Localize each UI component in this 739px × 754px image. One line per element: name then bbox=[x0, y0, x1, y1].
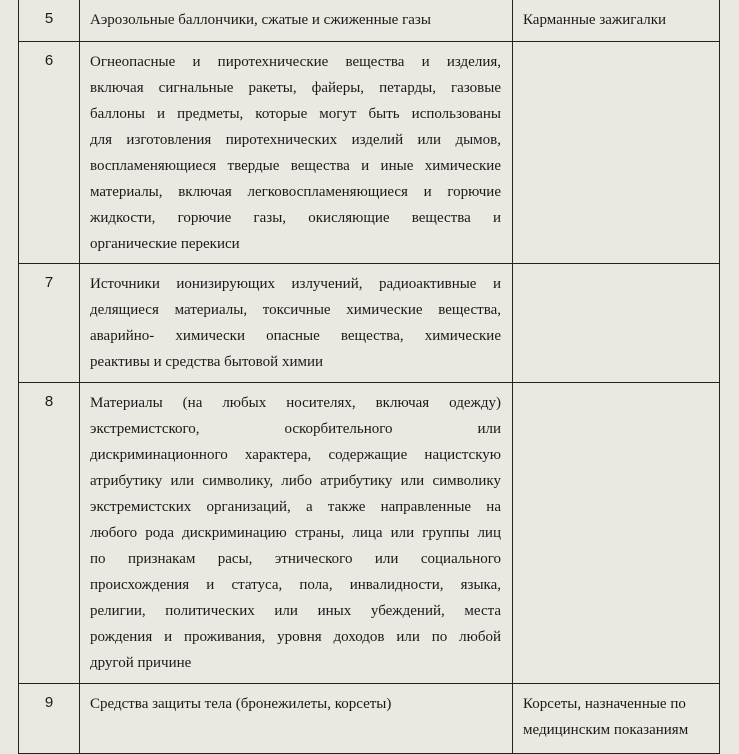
description-line: баллоны и предметы, которые могут быть использованы bbox=[90, 106, 501, 122]
description-line: Материалы (на любых носителях, включая одежду) bbox=[90, 395, 501, 411]
description-line: аварийно- химически опасные вещества, химические bbox=[90, 328, 501, 344]
description-line: другой причине bbox=[90, 655, 192, 671]
item-exception bbox=[513, 42, 720, 264]
description-line: Источники ионизирующих излучений, радиоактивные и bbox=[90, 276, 501, 292]
description-line: жидкости, горючие газы, окисляющие вещества и bbox=[90, 210, 501, 226]
item-description bbox=[80, 383, 513, 684]
description-line: воспламеняющиеся твердые вещества и иные химические bbox=[90, 158, 501, 174]
table-row bbox=[19, 42, 720, 264]
prohibited-items-table bbox=[18, 0, 720, 754]
description-line: дискриминационного характера, содержащие нацистскую bbox=[90, 447, 501, 463]
description-line: Средства защиты тела (бронежилеты, корсеты) bbox=[90, 696, 392, 712]
row-number: 5 bbox=[19, 0, 80, 42]
description-line: для изготовления пиротехнических изделий или дымов, bbox=[90, 132, 501, 148]
item-description bbox=[80, 42, 513, 264]
description-line: любого рода дискриминацию страны, лица или группы лиц bbox=[90, 525, 501, 541]
item-description bbox=[80, 0, 513, 42]
description-line: Огнеопасные и пиротехнические вещества и изделия, bbox=[90, 54, 501, 70]
item-exception: Карманные зажигалки bbox=[513, 0, 720, 42]
item-exception bbox=[513, 383, 720, 684]
description-line: атрибутику или символику, либо атрибутику или символику bbox=[90, 473, 501, 489]
description-line: органические перекиси bbox=[90, 236, 240, 252]
item-exception bbox=[513, 264, 720, 383]
description-line: рождения и проживания, уровня доходов или по любой bbox=[90, 629, 501, 645]
description-line: реактивы и средства бытовой химии bbox=[90, 354, 324, 370]
item-description bbox=[80, 684, 513, 754]
table-row bbox=[19, 383, 720, 684]
description-line: экстремистского, оскорбительного или bbox=[90, 421, 501, 437]
row-number: 6 bbox=[19, 42, 80, 264]
description-line: включая сигнальные ракеты, файеры, петарды, газовые bbox=[90, 80, 501, 96]
description-line: происхождения и статуса, пола, инвалидности, языка, bbox=[90, 577, 501, 593]
row-number: 7 bbox=[19, 264, 80, 383]
description-line: по признакам расы, этнического или социального bbox=[90, 551, 501, 567]
row-number: 8 bbox=[19, 383, 80, 684]
table-row bbox=[19, 684, 720, 754]
table-row bbox=[19, 264, 720, 383]
item-description bbox=[80, 264, 513, 383]
row-number: 9 bbox=[19, 684, 80, 754]
table-row bbox=[19, 0, 720, 42]
description-line: религии, политических или иных убеждений, места bbox=[90, 603, 501, 619]
item-exception: Корсеты, назначенные по медицинским показаниям bbox=[513, 684, 720, 754]
description-line: делящиеся материалы, токсичные химические вещества, bbox=[90, 302, 501, 318]
description-line: Аэрозольные баллончики, сжатые и сжиженные газы bbox=[90, 12, 431, 28]
description-line: экстремистских организаций, а также направленные на bbox=[90, 499, 501, 515]
description-line: материалы, включая легковоспламеняющиеся и горючие bbox=[90, 184, 501, 200]
